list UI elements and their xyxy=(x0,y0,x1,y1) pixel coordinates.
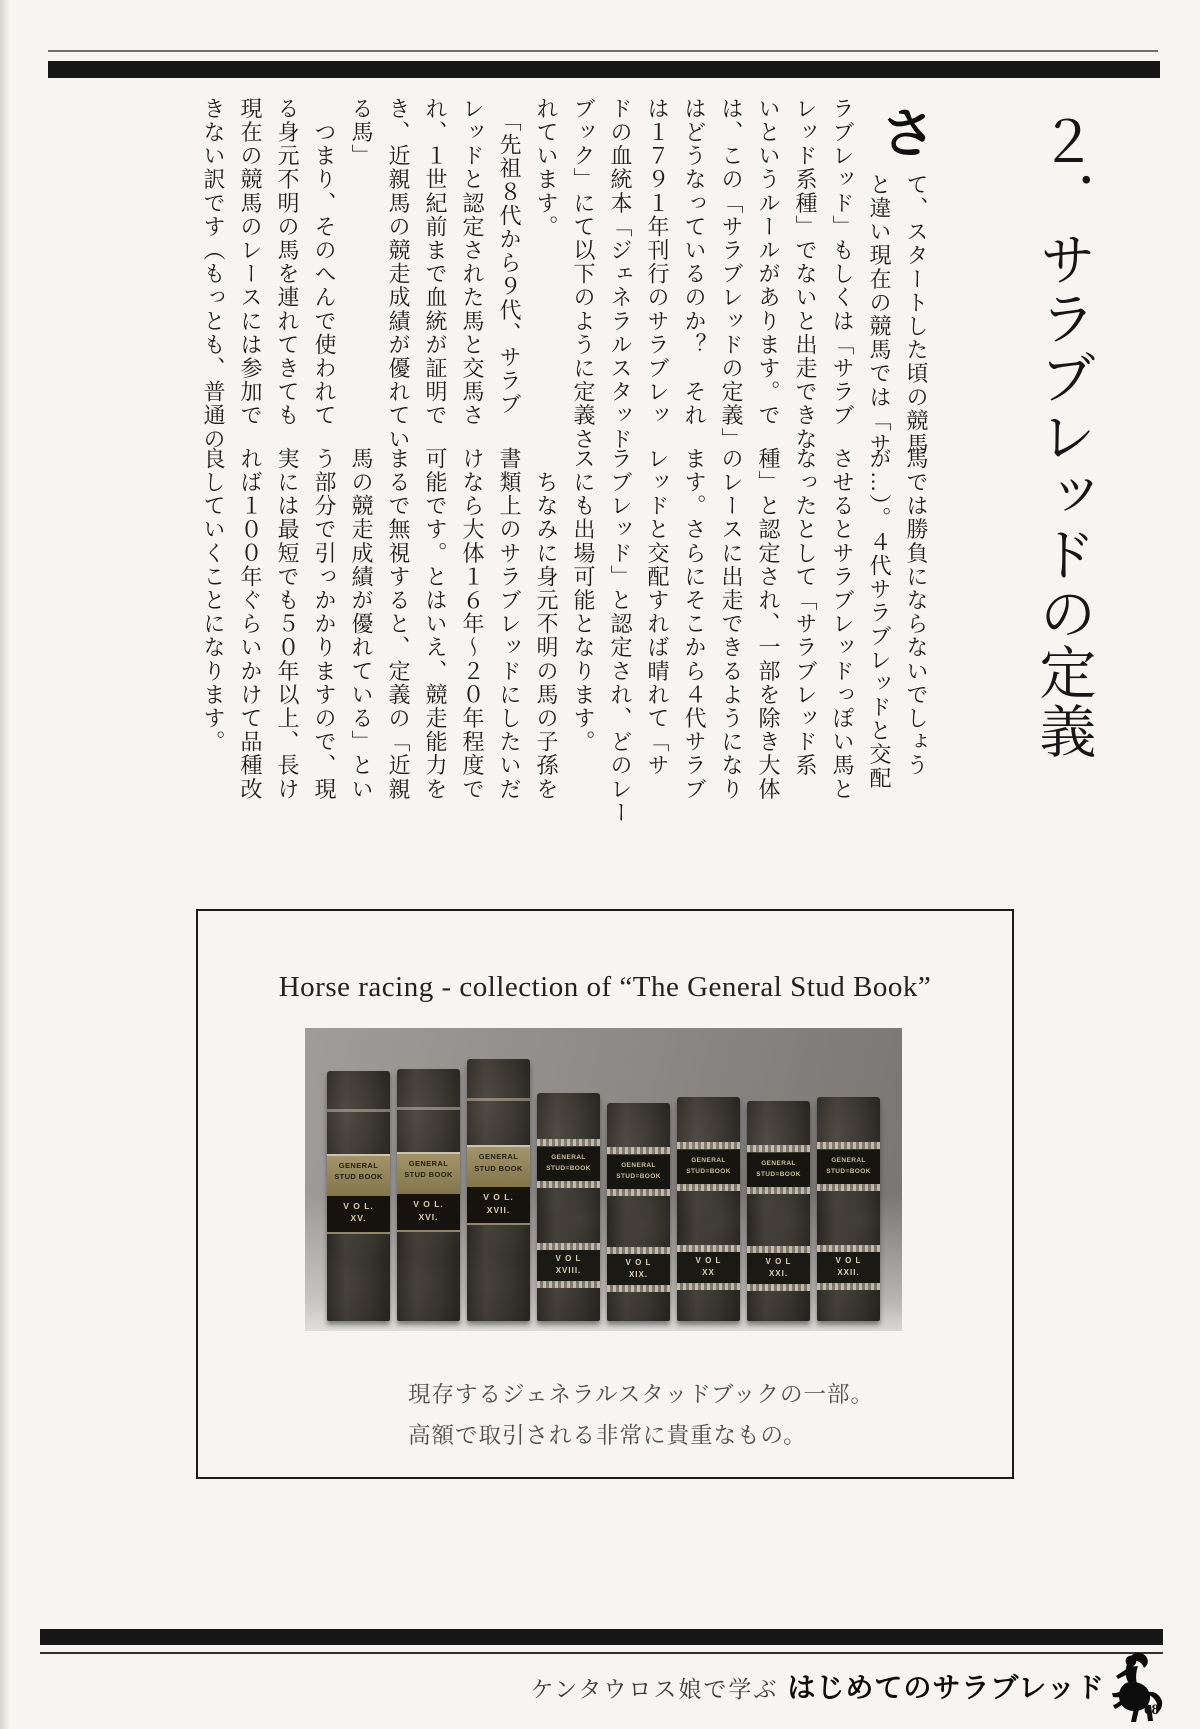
spine-lace-band xyxy=(607,1189,670,1196)
spine-title-label: GENERAL STUD BOOK xyxy=(397,1152,460,1196)
text-column: ラブレッド」と認定され、どのレー xyxy=(608,447,633,825)
spine-volume-label: V O L XXI. xyxy=(747,1253,810,1286)
spine-volume-label: V O L. XVII. xyxy=(467,1187,530,1225)
spine-lace-band xyxy=(607,1247,670,1254)
text-column: レッドと認定された馬と交馬さ xyxy=(460,97,485,428)
text-column: レッド系種」でないと出走できな xyxy=(793,97,818,451)
text-column: れば１００年ぐらいかけて品種改 xyxy=(238,447,263,801)
text-column: て、スタートした頃の競馬 xyxy=(904,173,929,457)
text-column: は、この「サラブレッドの定義」 xyxy=(719,97,744,451)
spine-lace-band xyxy=(817,1283,880,1290)
book-spine xyxy=(747,1101,810,1321)
spine-volume-label: V O L XIX. xyxy=(607,1254,670,1287)
page-number: 08 xyxy=(1144,1702,1159,1718)
spine-title-label: GENERAL STUD=BOOK xyxy=(677,1150,740,1187)
text-column: させるとサラブレッドっぽい馬と xyxy=(830,447,855,801)
text-column: 「先祖８代から９代、サラブ xyxy=(497,97,522,417)
spine-lace-band xyxy=(537,1181,600,1188)
footer-book-title: はじめてのサラブレッド xyxy=(787,1672,1105,1703)
book-spine xyxy=(537,1093,600,1321)
text-column: まるで無視すると、定義の「近親 xyxy=(386,447,411,801)
spine-lace-band xyxy=(537,1139,600,1146)
text-column: は１７９１年刊行のサラブレッ xyxy=(645,97,670,428)
text-column: ちなみに身元不明の馬の子孫を xyxy=(534,447,559,801)
dropcap-letter: さ xyxy=(881,104,935,164)
text-column: れています。 xyxy=(534,97,559,239)
text-column: つまり、そのへんで使われて xyxy=(312,97,337,428)
text-column: 良していくことになります。 xyxy=(201,447,226,754)
text-column: 種」と認定され、一部を除き大体 xyxy=(756,447,781,801)
text-column: 可能です。とはいえ、競走能力を xyxy=(423,447,448,801)
text-column: き、近親馬の競走成績が優れてい xyxy=(386,97,411,451)
book-spine xyxy=(327,1071,390,1321)
footer-series-name: ケンタウロス娘で学ぶ xyxy=(530,1676,779,1702)
spine-volume-label: V O L. XVI. xyxy=(397,1194,460,1232)
spine-lace-band xyxy=(677,1245,740,1252)
header-thin-rule xyxy=(48,50,1158,52)
spine-lace-band xyxy=(817,1245,880,1252)
spine-lace-band xyxy=(607,1147,670,1154)
spine-lace-band xyxy=(677,1142,740,1149)
spine-volume-label: V O L. XV. xyxy=(327,1196,390,1234)
spine-title-label: GENERAL STUD BOOK xyxy=(327,1154,390,1198)
figure-caption-jp-1: 現存するジェネラルスタッドブックの一部。 xyxy=(408,1382,874,1407)
text-column: 馬では勝負にならないでしょう xyxy=(904,447,929,778)
text-column: レッドと交配すれば晴れて「サ xyxy=(645,447,670,778)
text-column: スにも出場可能となります。 xyxy=(571,447,596,754)
spine-ridge xyxy=(327,1109,390,1112)
book-spine xyxy=(607,1103,670,1321)
text-column: れ、１世紀前まで血統が証明で xyxy=(423,97,448,428)
spine-title-label: GENERAL STUD BOOK xyxy=(467,1145,530,1189)
text-column: いというルールがあります。で xyxy=(756,97,781,428)
text-column: 現在の競馬のレースには参加で xyxy=(238,97,263,428)
text-column: が…）。４代サラブレッドと交配 xyxy=(867,447,892,790)
spine-lace-band xyxy=(537,1243,600,1250)
footer-thick-bar xyxy=(40,1629,1163,1645)
text-column: はどうなっているのか？ それ xyxy=(682,97,707,428)
text-column: ます。さらにそこから４代サラブ xyxy=(682,447,707,801)
chapter-title: ２．サラブレッドの定義 xyxy=(1031,112,1095,761)
spine-volume-label: V O L XVIII. xyxy=(537,1250,600,1283)
text-column: ラブレッド」もしくは「サラブ xyxy=(830,97,855,428)
text-column: ブック」にて以下のように定義さ xyxy=(571,97,596,451)
spine-volume-label: V O L XXII. xyxy=(817,1252,880,1285)
text-column: 書類上のサラブレッドにしたいだ xyxy=(497,447,522,801)
text-column: のレースに出走できるようになり xyxy=(719,447,744,801)
text-column: きない訳です（もっとも、普通の xyxy=(201,97,226,451)
spine-lace-band xyxy=(817,1142,880,1149)
book-spine xyxy=(677,1097,740,1321)
book-row xyxy=(305,1059,902,1321)
text-column: ドの血統本「ジェネラルスタッド xyxy=(608,97,633,451)
spine-lace-band xyxy=(537,1281,600,1288)
spine-lace-band xyxy=(747,1284,810,1291)
text-column: る身元不明の馬を連れてきても xyxy=(275,97,300,428)
spine-lace-band xyxy=(747,1246,810,1253)
spine-title-label: GENERAL STUD=BOOK xyxy=(537,1147,600,1184)
text-column: る馬」 xyxy=(349,97,374,168)
spine-volume-label: V O L XX xyxy=(677,1252,740,1285)
text-column: 実には最短でも５０年以上、長け xyxy=(275,447,300,801)
text-column: なったとして「サラブレッド系 xyxy=(793,447,818,778)
book-spine xyxy=(397,1069,460,1321)
header-thick-bar xyxy=(48,61,1160,78)
figure-title-en: Horse racing - collection of “The General Stud Book” xyxy=(278,971,932,1003)
figure-caption-jp-2: 高額で取引される非常に貴重なもの。 xyxy=(408,1423,807,1448)
text-column: と違い現在の競馬では「サ xyxy=(867,173,892,457)
article-lower-band xyxy=(195,447,935,825)
spine-ridge xyxy=(397,1107,460,1110)
spine-title-label: GENERAL STUD=BOOK xyxy=(607,1155,670,1192)
footer-credit xyxy=(530,1666,1105,1706)
text-column: けなら大体１６年～２０年程度で xyxy=(460,447,485,801)
spine-title-label: GENERAL STUD=BOOK xyxy=(747,1153,810,1190)
spine-lace-band xyxy=(747,1187,810,1194)
spine-lace-band xyxy=(677,1283,740,1290)
spine-lace-band xyxy=(747,1145,810,1152)
text-column: う部分で引っかかりますので、現 xyxy=(312,447,337,801)
footer-thin-rule xyxy=(40,1652,1163,1654)
book-spine xyxy=(817,1097,880,1321)
book-spine xyxy=(467,1059,530,1321)
article-upper-band xyxy=(195,97,935,457)
spine-title-label: GENERAL STUD=BOOK xyxy=(817,1150,880,1187)
spine-lace-band xyxy=(817,1184,880,1191)
text-column: 馬の競走成績が優れている」とい xyxy=(349,447,374,801)
spine-lace-band xyxy=(607,1285,670,1292)
spine-lace-band xyxy=(677,1184,740,1191)
spine-ridge xyxy=(467,1098,530,1101)
stud-books-photo xyxy=(305,1028,902,1331)
figure-frame xyxy=(196,909,1014,1479)
